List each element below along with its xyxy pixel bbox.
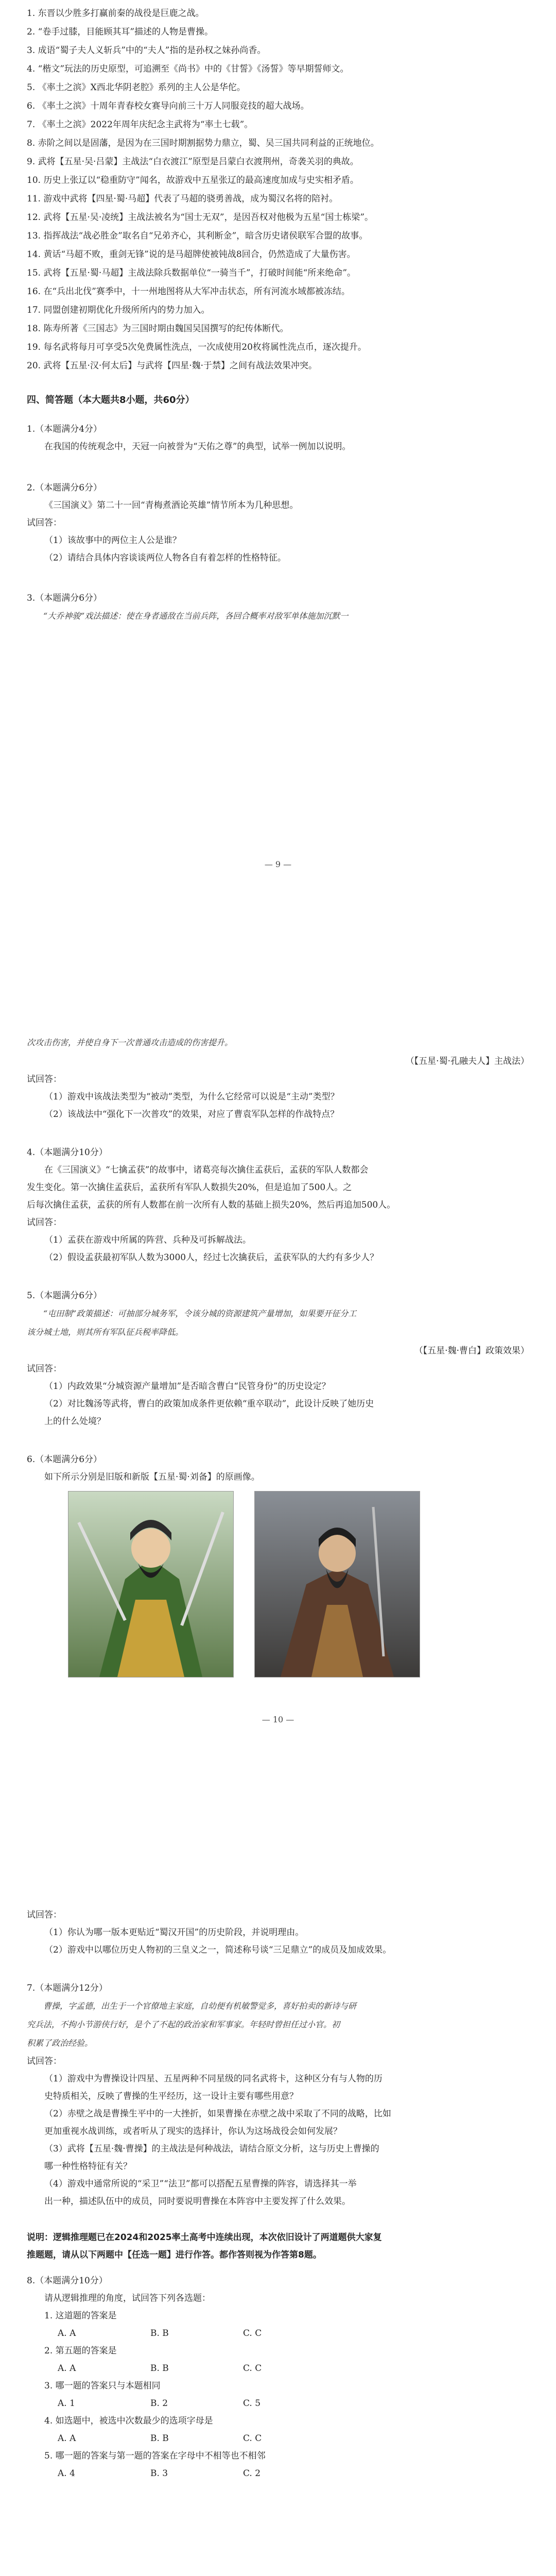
fact-item: 11. 游戏中武将【四星·蜀·马超】代表了马超的骁勇善战，成为蜀汉名将的陪衬。 [27,194,338,204]
fact-item: 8. 赤阶之间以是固藩，是因为在三国时期割据势力鼎立，蜀、吴三国共同利益的正统地位。 [27,138,379,148]
question-7-sub-line: （2）赤壁之战是曹操生平中的一大挫折，如果曹操在赤壁之战中采取了不同的战略，比如 [44,2109,391,2119]
fact-item: 14. 黄话“马超不败，重剑无锋”说的是马超牌使被钝战8回合，仍然造成了大量伤害。 [27,249,356,260]
liu-bei-old-portrait [68,1491,234,1677]
question-5-head: 5.（本题满分6分） [27,1291,102,1301]
question-8-sub-list [27,2307,529,2482]
question-7-sub-list [27,2070,529,2210]
question-1-head: 1.（本题满分4分） [27,424,102,434]
logic-note-line-2: 推题题，请从以下两题中【任选一题】进行作答。都作答则视为作答第8题。 [27,2250,322,2260]
question-6-sub-1: （1）你认为哪一版本更贴近“蜀汉开国”的历史阶段，并说明理由。 [44,1927,304,1938]
logic-option[interactable]: C. 2 [243,2468,261,2479]
question-4-body-2: 发生变化。第一次擒住孟获后，孟获所有军队人数损失20%，但是追加了500人。之 [27,1182,352,1193]
question-3 [27,589,529,625]
question-7 [27,1979,529,2210]
question-7-sub-line: 史特质相关，反映了曹操的生平经历，这一设计主要有哪些用意？ [44,2091,298,2102]
question-4-sub-1: （1）孟获在游戏中所属的阵营、兵种及可拆解战法。 [44,1235,251,1245]
page-11 [0,1906,556,2482]
logic-question: 2. 第五题的答案是 [44,2346,117,2356]
fact-item: 6. 《率土之滨》十周年青春校女赛导向前三十万人同服竞技的超大战场。 [27,101,309,111]
question-7-sub-line: （1）游戏中为曹操设计四星、五星两种不同星级的同名武将卡，这种区分有与人物的历 [44,2074,383,2084]
logic-option[interactable]: A. A [58,2433,76,2444]
logic-options [27,2325,529,2342]
page-number-9: — 9 — [264,859,292,869]
question-2-sub-2: （2）请结合具体内容谈谈两位人物各自有着怎样的性格特征。 [44,553,286,563]
question-7-ask: 试回答： [27,2056,62,2066]
logic-option[interactable]: C. C [243,2328,262,2338]
question-5-sub-2: （2）对比魏汤等武将，曹白的政策加成条件更依赖“重卒联动”，此设计反映了她历史 [44,1399,374,1409]
question-3-source: （【五星·蜀·孔融夫人】主战法） [405,1056,529,1066]
question-1 [27,420,529,455]
logic-option[interactable]: B. 3 [150,2468,168,2479]
question-2-sub-1: （1）该故事中的两位主人公是谁？ [44,535,181,546]
logic-question: 3. 哪一题的答案只与本题相同 [44,2381,161,2391]
question-7-sub-line: 哪一种性格特征有关？ [44,2161,132,2172]
logic-question: 4. 如选题中，被选中次数最少的选项字母是 [44,2416,213,2426]
logic-option[interactable]: C. C [243,2363,262,2374]
logic-option[interactable]: A. 1 [58,2398,75,2409]
question-3-ask: 试回答： [27,1074,62,1084]
question-2-head: 2.（本题满分6分） [27,483,102,493]
page-9 [0,4,556,625]
logic-option[interactable]: B. B [150,2433,169,2444]
fact-item: 7. 《率土之滨》2022年周年庆纪念主武将为“率土七载”。 [27,120,253,130]
question-3-sub-1: （1）游戏中该战法类型为“被动”类型，为什么它经常可以说是“主动”类型？ [44,1092,339,1102]
question-2-ask: 试回答： [27,518,62,528]
question-8 [27,2272,529,2482]
logic-option[interactable]: A. 4 [58,2468,75,2479]
fact-item: 17. 同盟创建初期优化升级所所内的势力加入。 [27,305,210,315]
question-5-sub-3: 上的什么处境？ [44,1416,106,1427]
question-7-quote-2: 究兵法，不拘小节游侠行好，是个了不起的政治家和军事家。年轻时曾担任过小官。初 [27,2020,340,2029]
question-5-ask: 试回答： [27,1364,62,1374]
question-6-sub-2: （2）游戏中以哪位历史人物初的三皇义之一，简述称号谈“三足鼎立”的成员及加成效果。 [44,1945,392,1955]
question-6-body: 如下所示分别是旧版和新版【五星·蜀·刘备】的原画像。 [44,1472,260,1482]
true-false-list [27,4,529,375]
question-4-body-1: 在《三国演义》“七擒孟获”的故事中，诸葛亮每次擒住孟获后，孟获的军队人数都会 [44,1165,369,1175]
portrait-row [27,1491,529,1677]
logic-option[interactable]: A. A [58,2328,76,2338]
question-5-quote-1: “屯田制”政策描述：可抽部分城务军，令该分城的资源建筑产量增加，如果要开征分工 [43,1309,357,1318]
fact-item: 4. “楷文”玩法的历史原型，可追溯至《尚书》中的《甘誓》《汤誓》等早期誓师文。 [27,64,349,74]
logic-option[interactable]: C. 5 [243,2398,261,2409]
fact-item: 10. 历史上张辽以“稳重防守”闻名，故游戏中五星张辽的最高速度加成与史实相矛盾。 [27,175,359,185]
fact-item: 15. 武将【五星·蜀·马超】主战法除兵数据单位“一骑当千”，打破时间能“所来绝命”。 [27,268,356,278]
question-5-sub-1: （1）内政效果“分城资源产量增加”是否暗含曹白“民管身份”的历史设定？ [44,1381,331,1392]
fact-item: 20. 武将【五星·汉·何太后】与武将【四星·魏·于禁】之间有战法效果冲突。 [27,361,318,371]
logic-option[interactable]: B. B [150,2363,169,2374]
logic-note-line-1: 说明：逻辑推理题已在2024和2025率土高考中连续出现，本次依旧设计了两道题供大家复 [27,2232,382,2243]
logic-option[interactable]: A. A [58,2363,76,2374]
question-4 [27,1144,529,1266]
logic-question: 1. 这道题的答案是 [44,2311,117,2321]
logic-options [27,2395,529,2412]
question-4-sub-2: （2）假设孟获最初军队人数为3000人，经过七次擒获后，孟获军队的大约有多少人？ [44,1252,379,1263]
fact-item: 3. 成语“蜀子夫人义斩兵”中的“夫人”指的是孙权之妹孙尚香。 [27,45,266,56]
question-1-body: 在我国的传统观念中，天冠一向被誉为“天佑之尊”的典型，试举一例加以说明。 [44,442,351,452]
question-7-sub-line: 出一种，描述队伍中的成员，同时要说明曹操在本阵容中主要发挥了什么效果。 [44,2196,351,2207]
fact-item: 19. 每名武将每月可享受5次免费属性洗点，一次成使用20枚将属性洗点币，逐次提升。 [27,342,367,352]
question-2 [27,479,529,567]
fact-item: 5. 《率土之滨》X西北华阴老腔》系列的主人公是华佗。 [27,82,246,93]
question-4-head: 4.（本题满分10分） [27,1147,108,1158]
logic-options [27,2465,529,2482]
logic-options [27,2360,529,2377]
question-3-sub-2: （2）该战法中“强化下一次普攻”的效果，对应了曹袁军队怎样的作战特点？ [44,1109,339,1120]
fact-item: 13. 指挥战法“战必胜金”取名自“兄弟齐心，其利断金”，暗含历史诸侯联军合盟的故事。 [27,231,368,241]
fact-item: 9. 武将【五星·吴·吕蒙】主战法“白衣渡江”原型是吕蒙白衣渡荆州，奇袭关羽的典故。 [27,157,359,167]
logic-option[interactable]: B. B [150,2328,169,2338]
question-7-quote-4: 积累了政治经验。 [27,2038,93,2048]
page-number-10: — 10 — [262,1715,294,1724]
question-3-quote-1: “大乔神骏”戏法描述：使在身者通敌在当前兵阵，各回合概率对敌军单体施加沉默一 [43,611,349,621]
fact-item: 2. “卷手过膝，目能顾其耳”描述的人物是曹操。 [27,27,214,37]
fact-item: 18. 陈寿所著《三国志》为三国时期由魏国吴国撰写的纪传体断代。 [27,324,289,334]
fact-item: 1. 东晋以少胜多打赢前秦的战役是巨鹿之战。 [27,8,204,19]
question-3-head: 3.（本题满分6分） [27,593,102,603]
question-5-source: （【五星·魏·曹白】政策效果） [414,1346,529,1356]
question-7-sub-line: （4）游戏中通常所说的“采卫”“法卫”都可以搭配五星曹操的阵容，请选择其一举 [44,2179,357,2189]
fact-item: 12. 武将【五星·吴·凌统】主战法被名为“国士无双”，是因吾权对他极为五星“国士栋梁”。 [27,212,374,223]
logic-options [27,2430,529,2447]
question-3-quote-2: 次攻击伤害，并使自身下一次普通攻击造成的伤害提升。 [27,1038,233,1047]
question-7-sub-line: （3）武将【五星·魏·曹操】的主战法是何种战法，请结合原文分析，这与历史上曹操的 [44,2144,379,2154]
question-4-body-3: 后每次擒住孟获，孟获的所有人数都在前一次所有人数的基础上损失20%，然后再追加500人。 [27,1200,396,1210]
question-6 [27,1451,529,1677]
question-4-ask: 试回答： [27,1217,62,1228]
section-title: 四、简答题（本大题共8小题，共60分） [27,395,195,405]
logic-option[interactable]: B. 2 [150,2398,168,2409]
logic-option[interactable]: C. C [243,2433,262,2444]
question-2-body: 《三国演义》第二十一回“青梅煮酒论英雄”情节所本为几种思想。 [44,500,299,511]
logic-note [27,2229,529,2264]
question-8-body: 请从逻辑推理的角度，试回答下列各选题： [44,2293,211,2303]
question-5-quote-2: 该分城土地，则其所有军队征兵税率降低。 [27,1327,184,1337]
question-7-quote-1: 曹操，字孟德，出生于一个官僚地主家庭，自幼便有机敏警觉多，喜好拍卖的新诗与研 [43,2001,357,2011]
liu-bei-new-portrait [254,1491,420,1677]
question-6-head: 6.（本题满分6分） [27,1454,102,1465]
question-7-head: 7.（本题满分12分） [27,1983,108,1993]
question-8-head: 8.（本题满分10分） [27,2276,108,2286]
logic-question: 5. 哪一题的答案与第一题的答案在字母中不相等也不相邻 [44,2451,266,2461]
question-5 [27,1287,529,1430]
page-10 [0,1033,556,1677]
question-6-ask: 试回答： [27,1910,62,1920]
fact-item: 16. 在“兵出北伐”赛季中，十一州地图将从大军冲击状态，所有河流水域都被冻结。 [27,286,350,297]
question-7-sub-line: 更加重视水战训练，或者听从了现实的选择计，你认为这场战役会如何发展？ [44,2126,342,2137]
